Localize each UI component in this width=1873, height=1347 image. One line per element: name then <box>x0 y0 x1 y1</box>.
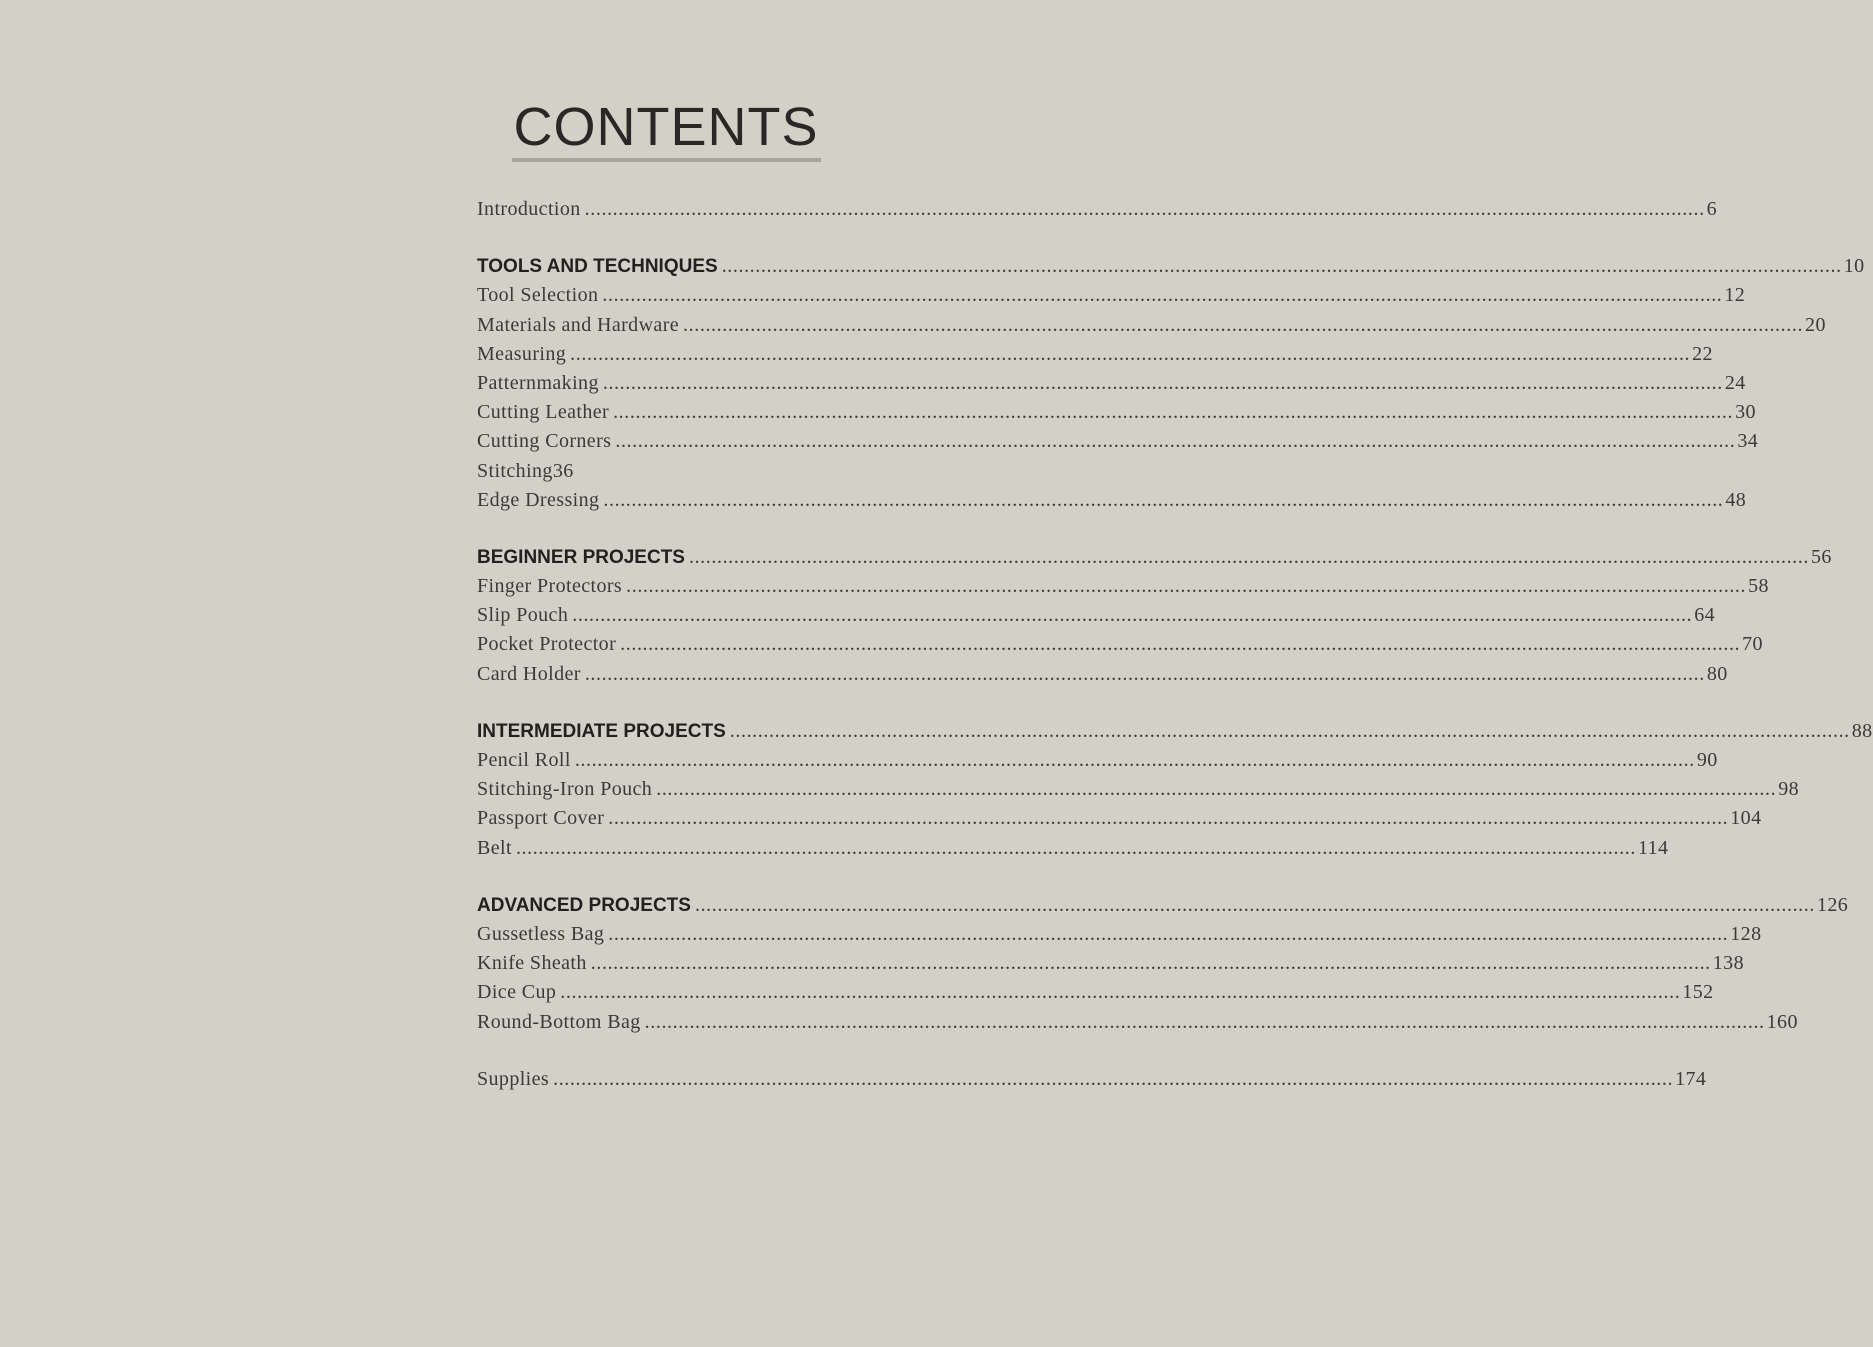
toc-section <box>477 545 1832 692</box>
toc-section <box>477 719 1873 866</box>
toc-leader-dots: ........................................................................................................................................................................................................ <box>644 1010 1765 1033</box>
toc-entry-label: Dice Cup <box>477 981 557 1004</box>
toc-entry-label: Measuring <box>477 342 567 365</box>
toc-entry-label: Edge Dressing <box>477 488 600 511</box>
toc-leader-dots: ........................................................................................................................................................................................................ <box>584 198 1705 220</box>
toc-entry-label: BEGINNER PROJECTS <box>477 546 685 568</box>
toc-entry-label: Finger Protectors <box>477 575 623 598</box>
toc-entry <box>477 198 1718 227</box>
toc-entry <box>477 836 1669 866</box>
toc-entry-label: Stitching36 <box>477 459 574 482</box>
toc-entry-page: 12 <box>1724 284 1746 307</box>
toc-leader-dots: ........................................................................................................................................................................................................ <box>729 719 1850 742</box>
toc-entry-page: 22 <box>1692 342 1713 365</box>
toc-entry-page: 152 <box>1682 981 1714 1004</box>
toc-entry-label: ADVANCED PROJECTS <box>477 894 691 916</box>
toc-leader-dots: ........................................................................................................................................................................................................ <box>608 922 1729 945</box>
toc-entry-label: TOOLS AND TECHNIQUES <box>477 256 718 278</box>
toc-entry <box>477 575 1769 604</box>
toc-section-heading <box>477 719 1873 749</box>
toc-entry-page: 90 <box>1696 749 1718 771</box>
toc-entry-page: 64 <box>1694 604 1716 627</box>
toc-section <box>477 1067 1707 1097</box>
toc-leader-dots: ........................................................................................................................................................................................................ <box>694 893 1815 916</box>
toc-leader-dots: ........................................................................................................................................................................................................ <box>584 662 1705 685</box>
toc-entry-page: 98 <box>1778 778 1800 801</box>
toc-entry-page: 24 <box>1724 371 1746 394</box>
toc-section <box>477 893 1849 1040</box>
toc-entry-label: Materials and Hardware <box>477 313 680 336</box>
toc-entry <box>477 604 1716 633</box>
toc-leader-dots: ........................................................................................................................................................................................................ <box>626 575 1747 598</box>
toc-leader-dots: ........................................................................................................................................................................................................ <box>515 836 1636 859</box>
toc-entry-label: Card Holder <box>477 662 581 685</box>
toc-leader-dots: ........................................................................................................................................................................................................ <box>608 807 1729 830</box>
toc-entry <box>477 778 1800 807</box>
toc-entry-page: 160 <box>1766 1010 1798 1033</box>
toc-entry <box>477 460 889 489</box>
toc-entry <box>477 981 1714 1010</box>
toc-entry-page: 104 <box>1730 807 1762 830</box>
toc-leader-dots: ........................................................................................................................................................................................................ <box>656 778 1777 801</box>
toc-leader-dots: ........................................................................................................................................................................................................ <box>603 488 1724 511</box>
toc-leader-dots: ........................................................................................................................................................................................................ <box>615 430 1736 453</box>
toc-entry <box>477 401 1756 430</box>
toc-entry-label: INTERMEDIATE PROJECTS <box>477 720 726 742</box>
toc-entry-label: Tool Selection <box>477 284 599 307</box>
toc-section-heading <box>477 255 1865 284</box>
toc-entry-label: Pencil Roll <box>477 749 571 771</box>
toc-entry-page: 88 <box>1851 719 1873 742</box>
toc-entry <box>477 1067 1707 1097</box>
toc-section <box>477 255 1865 518</box>
toc-entry-label: Stitching-Iron Pouch <box>477 778 653 801</box>
toc-leader-dots: ........................................................................................................................................................................................................ <box>590 952 1711 975</box>
toc-entry <box>477 313 1826 343</box>
toc-entry-label: Knife Sheath <box>477 952 587 975</box>
toc-entry <box>477 1010 1798 1040</box>
toc-entry-label: Cutting Leather <box>477 401 610 424</box>
toc-entry-page: 58 <box>1748 575 1769 598</box>
toc-entry <box>477 749 1718 778</box>
toc-leader-dots: ........................................................................................................................................................................................................ <box>683 313 1804 336</box>
toc-entry <box>477 922 1762 952</box>
toc-entry <box>477 342 1713 372</box>
toc-entry <box>477 662 1728 692</box>
toc-entry-page: 114 <box>1637 836 1669 859</box>
toc-entry-label: Belt <box>477 836 512 859</box>
toc-leader-dots: ........................................................................................................................................................................................................ <box>620 633 1741 656</box>
title-container <box>0 96 1346 162</box>
toc-entry-label: Supplies <box>477 1067 550 1090</box>
toc-entry-page: 128 <box>1730 922 1762 945</box>
toc-entry-page: 126 <box>1816 893 1849 916</box>
toc-leader-dots: ........................................................................................................................................................................................................ <box>721 255 1842 278</box>
toc-entry-page: 70 <box>1742 633 1763 656</box>
toc-entry-page: 34 <box>1737 430 1759 453</box>
toc-leader-dots: ........................................................................................................................................................................................................ <box>570 342 1691 365</box>
toc-entry-label: Cutting Corners <box>477 430 612 453</box>
toc-leader-dots: ........................................................................................................................................................................................................ <box>572 604 1693 627</box>
toc-entry <box>477 371 1746 401</box>
toc-entry-page: 48 <box>1725 488 1747 511</box>
toc-entry-label: Passport Cover <box>477 807 605 830</box>
toc-entry-page: 174 <box>1675 1067 1707 1090</box>
toc-entry-page: 80 <box>1706 662 1728 685</box>
toc-entry <box>477 952 1744 981</box>
toc-entry-page: 6 <box>1706 198 1718 220</box>
toc-entry-label: Gussetless Bag <box>477 922 605 945</box>
toc-leader-dots: ........................................................................................................................................................................................................ <box>688 545 1809 568</box>
toc-entry-page: 30 <box>1735 401 1756 424</box>
toc-entry-label: Round-Bottom Bag <box>477 1010 641 1033</box>
toc-leader-dots: ........................................................................................................................................................................................................ <box>613 401 1734 424</box>
toc-entry-page: 56 <box>1810 545 1832 568</box>
toc-section-heading <box>477 545 1832 575</box>
toc-entry-page: 20 <box>1805 313 1826 336</box>
toc-entry <box>477 430 1759 459</box>
toc-entry <box>477 633 1763 662</box>
toc-entry-label: Slip Pouch <box>477 604 569 627</box>
toc-leader-dots: ........................................................................................................................................................................................................ <box>553 1067 1674 1090</box>
toc-leader-dots: ........................................................................................................................................................................................................ <box>602 284 1723 307</box>
toc-entry-page: 10 <box>1843 255 1865 278</box>
toc-entry-label: Introduction <box>477 198 581 220</box>
toc-entry-page: 138 <box>1712 952 1744 975</box>
toc-entry <box>477 807 1762 836</box>
toc-section-heading <box>477 893 1849 923</box>
toc-section <box>477 198 1718 227</box>
toc-entry-label: Patternmaking <box>477 371 599 394</box>
table-of-contents <box>477 198 1873 1097</box>
toc-entry-label: Pocket Protector <box>477 633 617 656</box>
toc-leader-dots: ........................................................................................................................................................................................................ <box>560 981 1681 1004</box>
toc-entry <box>477 488 1747 518</box>
toc-entry <box>477 284 1746 313</box>
page-title: CONTENTS <box>512 96 821 162</box>
toc-leader-dots: ........................................................................................................................................................................................................ <box>574 749 1695 771</box>
toc-leader-dots: ........................................................................................................................................................................................................ <box>602 371 1723 394</box>
